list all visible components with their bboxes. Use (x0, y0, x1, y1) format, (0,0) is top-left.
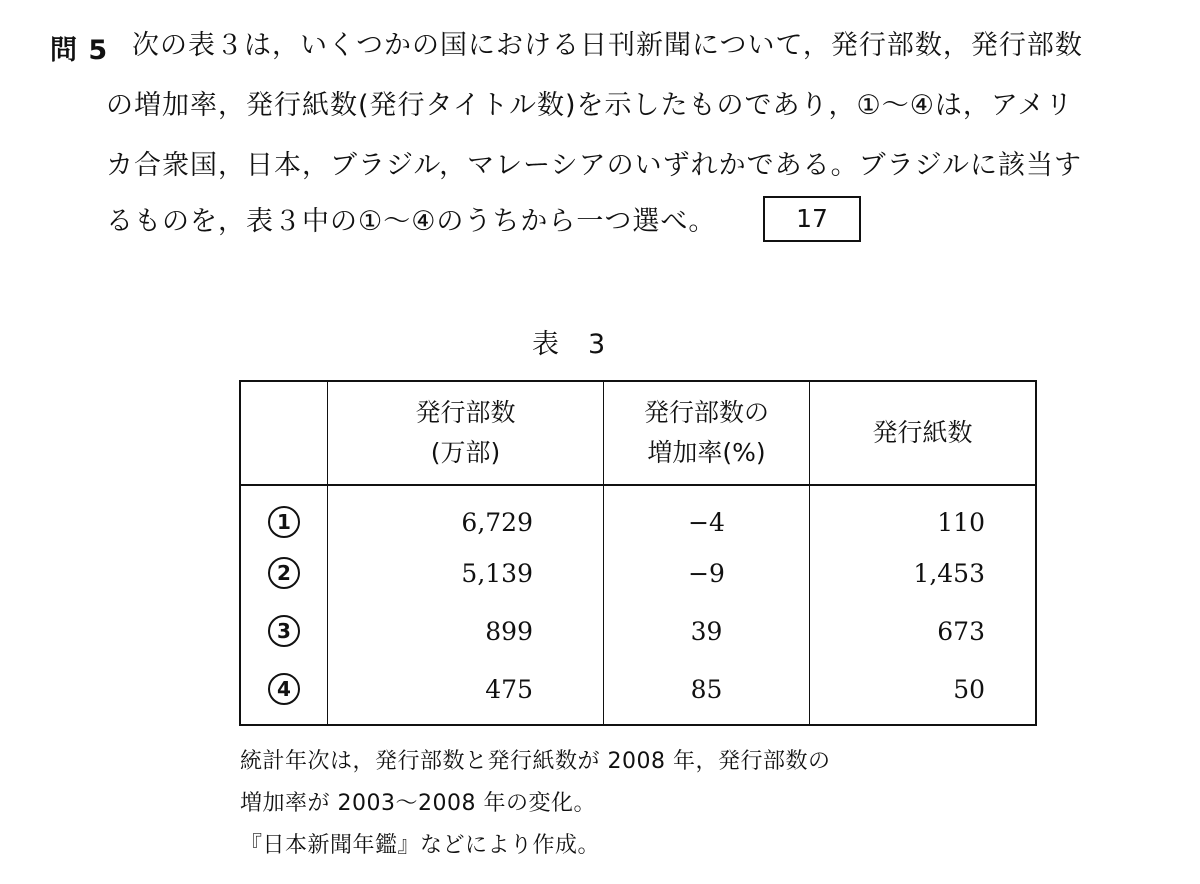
question-line-1: 次の表３は，いくつかの国における日刊新聞について，発行部数，発行部数 (132, 30, 1083, 61)
header-growth (604, 381, 810, 485)
circled-number: 4 (268, 673, 300, 705)
question-number: 問 5 (50, 35, 109, 66)
header-growth-label: 発行部数の 増加率(%) (643, 398, 769, 467)
table-row (240, 544, 1036, 602)
data-table (239, 380, 1037, 726)
row-label-cell (240, 485, 328, 544)
titles-cell: 110 (810, 485, 1037, 544)
row-label-cell (240, 660, 328, 725)
circled-number: 3 (268, 615, 300, 647)
circled-number: 2 (268, 557, 300, 589)
table-row (240, 602, 1036, 660)
question-line-2: の増加率，発行紙数(発行タイトル数)を示したものであり，①～④は，アメリ (106, 90, 1074, 121)
titles-cell: 50 (810, 660, 1037, 725)
circulation-cell: 6,729 (328, 485, 604, 544)
titles-cell: 673 (810, 602, 1037, 660)
note-line-3: 『日本新聞年鑑』などにより作成。 (240, 833, 601, 858)
row-label-cell (240, 544, 328, 602)
answer-box: 17 (763, 196, 861, 242)
growth-cell: −9 (604, 544, 810, 602)
table-row (240, 485, 1036, 544)
note-line-2: 増加率が 2003～2008 年の変化。 (240, 791, 596, 816)
row-label-cell (240, 602, 328, 660)
question-line-4: るものを，表３中の①～④のうちから一つ選べ。 (106, 206, 717, 237)
header-circulation (328, 381, 604, 485)
circulation-cell: 899 (328, 602, 604, 660)
circulation-cell: 475 (328, 660, 604, 725)
circled-number: 1 (268, 506, 300, 538)
note-line-1: 統計年次は，発行部数と発行紙数が 2008 年，発行部数の (240, 749, 831, 774)
header-titles-label: 発行紙数 (872, 418, 973, 447)
header-circulation-label: 発行部数 (万部) (415, 398, 516, 467)
header-blank (240, 381, 328, 485)
growth-cell: 39 (604, 602, 810, 660)
circulation-cell: 5,139 (328, 544, 604, 602)
growth-cell: 85 (604, 660, 810, 725)
growth-cell: −4 (604, 485, 810, 544)
question-line-3: カ合衆国，日本，ブラジル，マレーシアのいずれかである。ブラジルに該当す (106, 150, 1082, 181)
header-titles (810, 381, 1037, 485)
table-row (240, 660, 1036, 725)
titles-cell: 1,453 (810, 544, 1037, 602)
table-title: 表 3 (532, 329, 607, 360)
